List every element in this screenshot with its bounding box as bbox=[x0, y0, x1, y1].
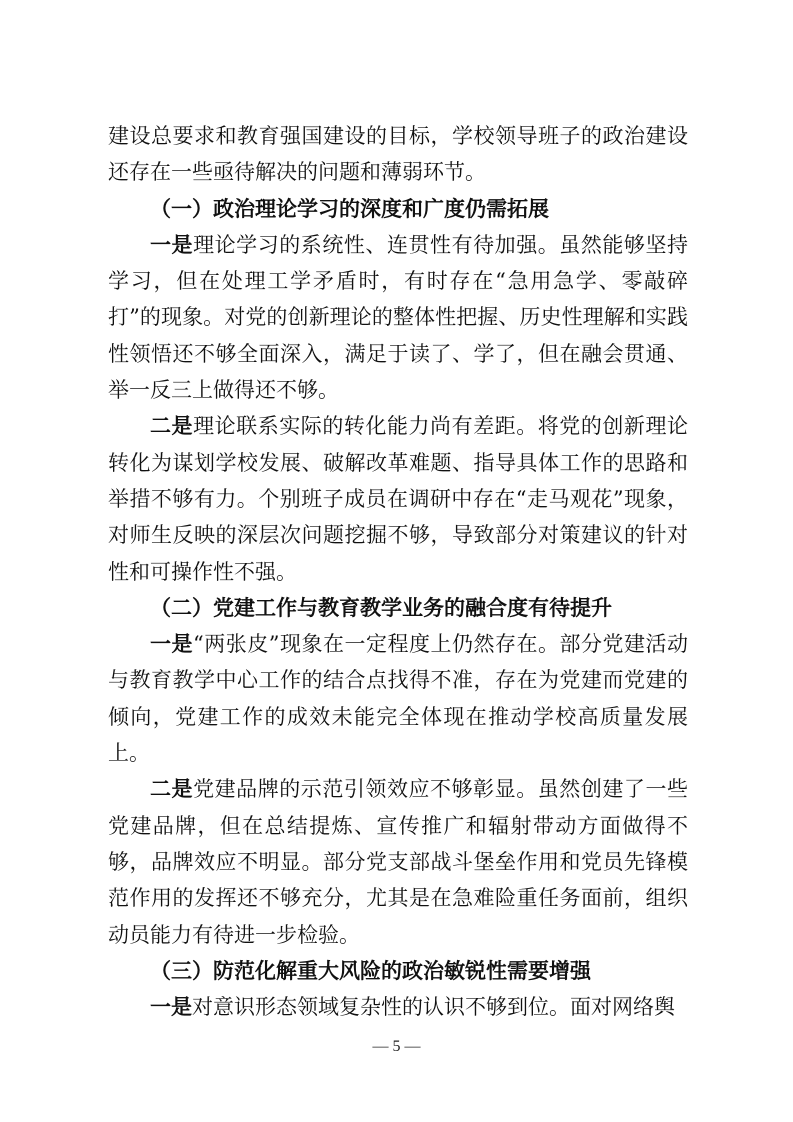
paragraph-lead: 二是 bbox=[150, 777, 194, 802]
page-number: — 5 — bbox=[372, 1038, 421, 1055]
section-2-heading: （二）党建工作与教育教学业务的融合度有待提升 bbox=[150, 595, 612, 620]
document-body bbox=[108, 118, 688, 1025]
paragraph-text: 对意识形态领域复杂性的认识不够到位。面对网络舆 bbox=[192, 995, 675, 1020]
paragraph-lead: 二是 bbox=[150, 414, 194, 439]
paragraph-lead: 一是 bbox=[150, 232, 194, 257]
paragraph-lead: 一是 bbox=[150, 632, 194, 657]
paragraph-lead: 一是 bbox=[150, 995, 192, 1020]
section-1-paragraph-1 bbox=[108, 227, 688, 408]
section-3-paragraph-1 bbox=[108, 989, 688, 1025]
paragraph-text: 理论学习的系统性、连贯性有待加强。虽然能够坚持学习，但在处理工学矛盾时，有时存在“急用急学、零敲碎打”的现象。对党的创新理论的整体性把握、历史性理解和实践性领悟还不够全面深入，满足于读了、学了，但在融会贯通、举一反三上做得还不够。 bbox=[108, 232, 689, 403]
section-2-paragraph-2 bbox=[108, 771, 688, 952]
section-1-heading: （一）政治理论学习的深度和广度仍需拓展 bbox=[150, 196, 549, 221]
paragraph-text: 理论联系实际的转化能力尚有差距。将党的创新理论转化为谋划学校发展、破解改革难题、指导具体工作的思路和举措不够有力。个别班子成员在调研中存在“走马观花”现象，对师生反映的深层次问题挖掘不够，导致部分对策建议的针对性和可操作性不强。 bbox=[108, 414, 689, 584]
paragraph-text: “两张皮”现象在一定程度上仍然存在。部分党建活动与教育教学中心工作的结合点找得不准，存在为党建而党建的倾向，党建工作的成效未能完全体现在推动学校高质量发展上。 bbox=[108, 632, 688, 766]
section-2-paragraph-1 bbox=[108, 626, 688, 771]
intro-paragraph: 建设总要求和教育强国建设的目标，学校领导班子的政治建设还存在一些亟待解决的问题和薄弱环节。 bbox=[108, 124, 688, 185]
section-1-paragraph-2 bbox=[108, 408, 688, 589]
section-3-heading: （三）防范化解重大风险的政治敏锐性需要增强 bbox=[150, 958, 591, 983]
paragraph-text: 党建品牌的示范引领效应不够彰显。虽然创建了一些党建品牌，但在总结提炼、宣传推广和辐射带动方面做得不够，品牌效应不明显。部分党支部战斗堡垒作用和党员先锋模范作用的发挥还不够充分，尤其是在急难险重任务面前，组织动员能力有待进一步检验。 bbox=[108, 777, 689, 947]
